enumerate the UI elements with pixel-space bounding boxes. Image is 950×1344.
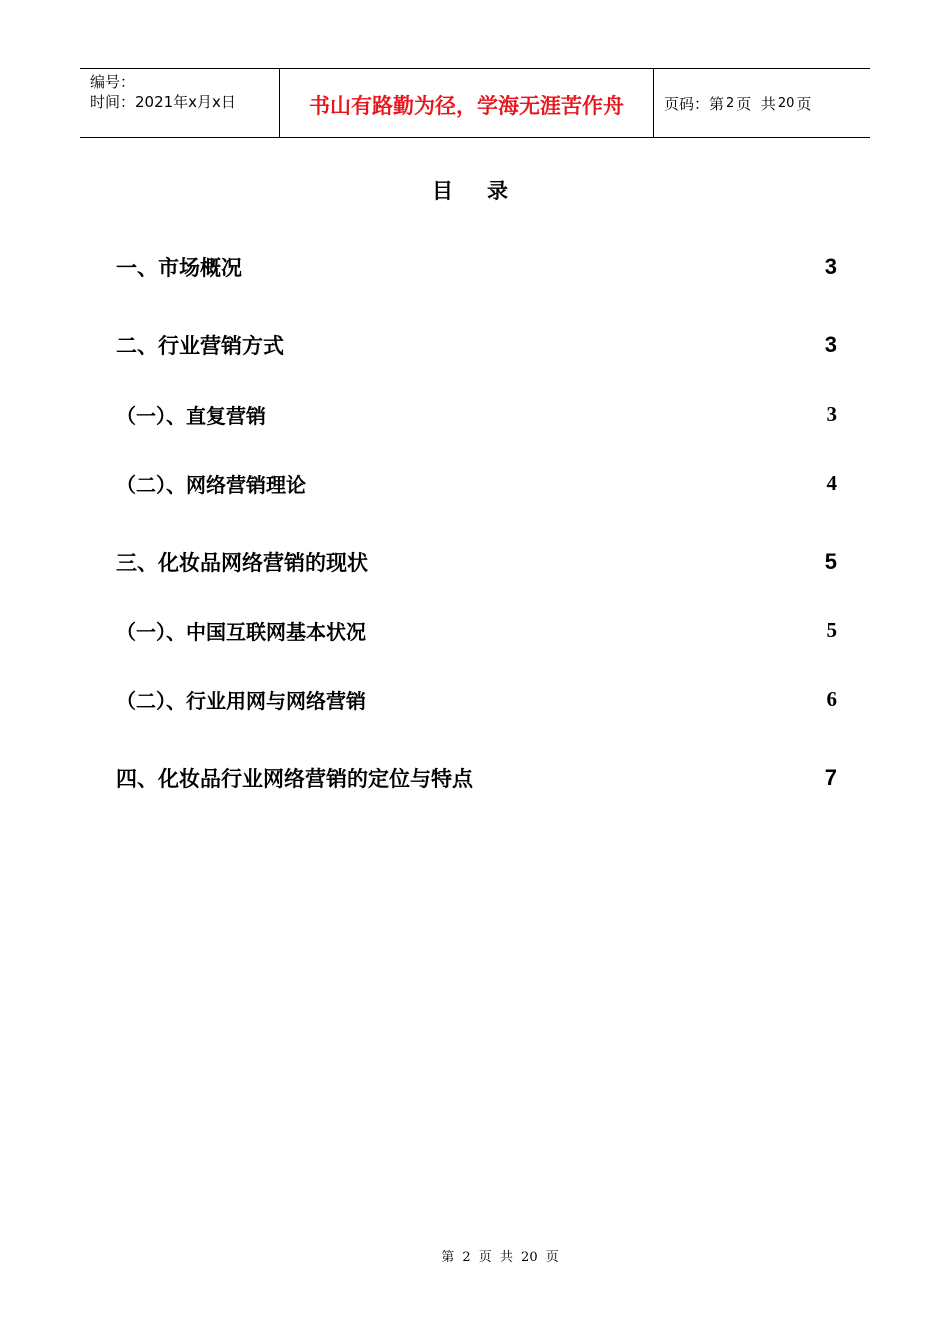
toc-entry-page: 3 bbox=[824, 254, 837, 279]
toc-title: 目录 bbox=[432, 179, 542, 203]
toc-entry-page: 6 bbox=[826, 686, 837, 711]
toc-entry-page: 7 bbox=[824, 765, 837, 790]
toc-entry-page: 3 bbox=[824, 332, 837, 357]
header-motto: 书山有路勤为径，学海无涯苦作舟 bbox=[280, 69, 654, 137]
toc-entry-label: 一、市场概况 bbox=[116, 256, 242, 280]
header-info-cell bbox=[80, 69, 280, 137]
page-footer: 第 2 页 共 20 页 bbox=[441, 1250, 559, 1265]
page-prefix: 页码：第 bbox=[664, 94, 725, 113]
page-suffix: 页 bbox=[796, 94, 812, 113]
toc-entry-label: 四、化妆品行业网络营销的定位与特点 bbox=[116, 767, 473, 791]
toc-entry-page: 5 bbox=[826, 617, 837, 642]
toc-entry[interactable] bbox=[116, 545, 837, 579]
page-current: 2 bbox=[726, 95, 735, 111]
toc-entry-label: 二、行业营销方式 bbox=[116, 334, 284, 358]
toc-entry-page: 3 bbox=[826, 401, 837, 426]
page-mid: 页 共 bbox=[736, 94, 776, 113]
document-time-label: 时间：2021年x月x日 bbox=[90, 93, 236, 111]
toc-entry-label: （二）、行业用网与网络营销 bbox=[116, 688, 366, 713]
toc-entry-label: （一）、直复营销 bbox=[116, 403, 266, 428]
toc-entry[interactable] bbox=[116, 614, 837, 646]
toc-entry-page: 5 bbox=[824, 549, 837, 574]
toc-entry[interactable] bbox=[116, 467, 837, 499]
toc-entry-label: 三、化妆品网络营销的现状 bbox=[116, 551, 368, 575]
toc-entry[interactable] bbox=[116, 328, 837, 362]
toc-entry-label: （二）、网络营销理论 bbox=[116, 472, 306, 497]
toc-entry[interactable] bbox=[116, 683, 837, 715]
toc-entry[interactable] bbox=[116, 398, 837, 430]
toc-entry[interactable] bbox=[116, 250, 837, 284]
page-total: 20 bbox=[777, 95, 795, 111]
page-header bbox=[80, 68, 870, 138]
toc-entry[interactable] bbox=[116, 761, 837, 795]
toc-entry-page: 4 bbox=[826, 470, 837, 495]
document-number-label: 编号： bbox=[90, 73, 136, 91]
header-page-info bbox=[654, 69, 870, 137]
toc-entry-label: （一）、中国互联网基本状况 bbox=[116, 619, 366, 644]
